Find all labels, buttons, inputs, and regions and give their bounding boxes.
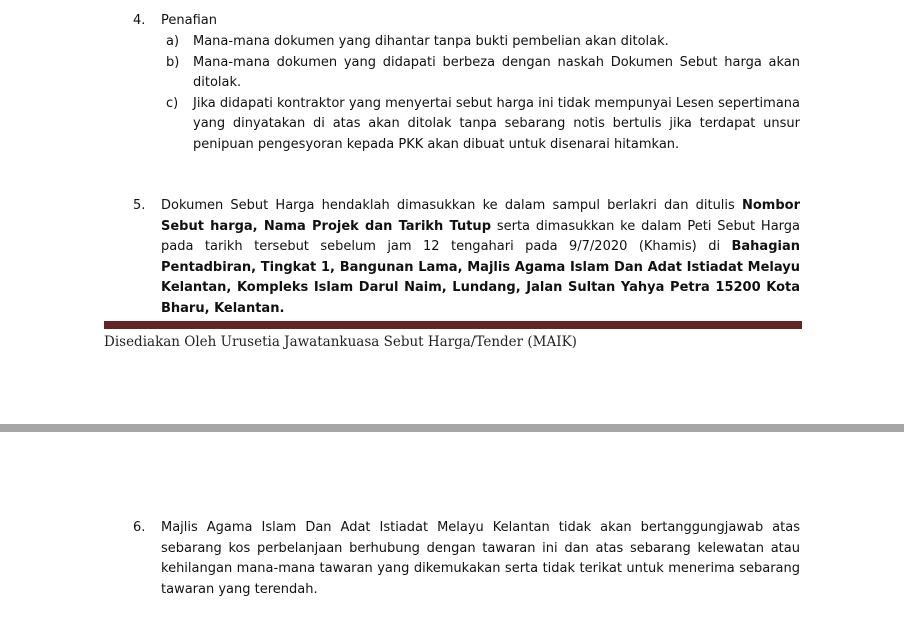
list-item-text: Jika didapati kontraktor yang menyertai sebut harga ini tidak mempunyai Lesen sepertimana yang dinyatakan di atas akan ditolak tanpa sebarang notis bertulis jika terdapat unsur penipuan pengesyoran kepada PKK akan dibuat untuk disenarai hitamkan.: [193, 95, 800, 152]
list-item-text: Mana-mana dokumen yang dihantar tanpa bukti pembelian akan ditolak.: [193, 34, 669, 49]
section-6-number: 6.: [133, 520, 146, 535]
section-5-text-part-2: serta dimasukkan ke dalam Peti Sebut Harga pada tarikh tersebut sebelum jam 12 tengahari pada 9/7/2020 (Khamis) di: [161, 218, 800, 254]
section-4-list: [166, 32, 800, 155]
section-4: [133, 11, 800, 32]
section-5-bold-part-2: Bahagian Pentadbiran, Tingkat 1, Bangunan Lama, Majlis Agama Islam Dan Adat Istiadat Melayu Kelantan, Kompleks Islam Darul Naim, Lundang, Jalan Sultan Yahya Petra 15200 Kota Bharu, Kelantan.: [161, 239, 800, 316]
section-4-number: 4.: [133, 13, 146, 28]
section-5-number: 5.: [133, 198, 146, 213]
section-6: [133, 518, 800, 600]
footer-rule: [104, 321, 802, 329]
section-4-heading: Penafian: [161, 13, 217, 28]
section-5-text-part-1: Dokumen Sebut Harga hendaklah dimasukkan ke dalam sampul berlakri dan ditulis: [161, 198, 742, 213]
section-6-text: Majlis Agama Islam Dan Adat Istiadat Melayu Kelantan tidak akan bertanggungjawab atas sebarang kos perbelanjaan berhubung dengan tawaran ini dan atas sebarang kelewatan atau kehilangan mana-mana tawaran yang dikemukakan serta tidak terikat untuk menerima sebarang tawaran yang terendah.: [161, 520, 800, 597]
list-item-letter: c): [166, 95, 179, 111]
list-item-text: Mana-mana dokumen yang didapati berbeza dengan naskah Dokumen Sebut harga akan ditolak.: [193, 54, 800, 90]
section-5-text: [161, 196, 800, 319]
list-item-letter: b): [166, 54, 180, 70]
section-5-bold-part-1: Nombor Sebut harga, Nama Projek dan Tarikh Tutup: [161, 198, 800, 234]
section-5: [133, 196, 800, 319]
list-item: [166, 32, 800, 53]
list-item: [166, 53, 800, 94]
list-item: [166, 94, 800, 156]
page-separator: [0, 424, 904, 432]
list-item-letter: a): [166, 34, 180, 49]
document-page-2: [0, 432, 904, 620]
footer-text: Disediakan Oleh Urusetia Jawatankuasa Sebut Harga/Tender (MAIK): [104, 334, 577, 350]
